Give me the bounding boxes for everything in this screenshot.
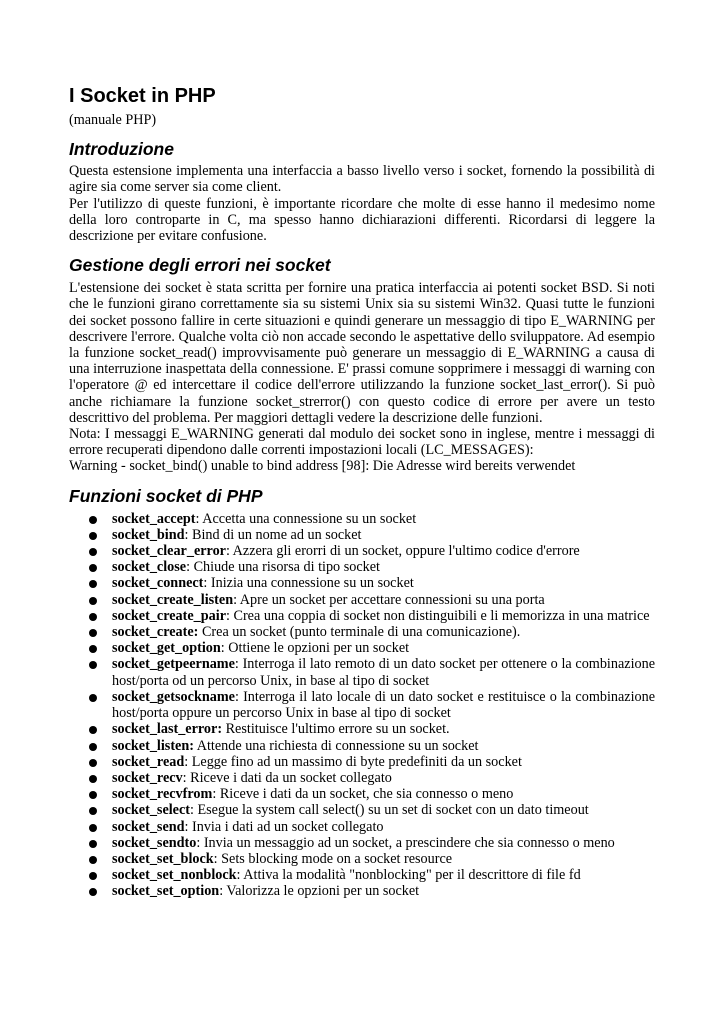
function-name: socket_bind	[112, 526, 185, 543]
bullet-icon	[89, 645, 97, 653]
function-list-item	[69, 754, 655, 770]
function-list-item	[69, 770, 655, 786]
function-description: : Legge fino ad un massimo di byte predefiniti da un socket	[184, 753, 522, 770]
bullet-icon	[89, 759, 97, 767]
paragraph: Questa estensione implementa una interfaccia a basso livello verso i socket, fornendo la possibilità di agire sia come server sia come client.	[69, 163, 655, 196]
function-list-item	[69, 835, 655, 851]
function-description: Restituisce l'ultimo errore su un socket.	[222, 721, 450, 738]
bullet-icon	[89, 856, 97, 864]
function-list-item	[69, 527, 655, 543]
function-name: socket_set_nonblock	[112, 867, 237, 884]
function-list-item	[69, 559, 655, 575]
function-name: socket_set_option	[112, 883, 220, 900]
document-title: I Socket in PHP	[69, 85, 216, 107]
function-name: socket_read	[112, 753, 185, 770]
function-description: Crea un socket (punto terminale di una comunicazione).	[198, 624, 521, 641]
function-description: : Riceve i dati da un socket collegato	[182, 769, 392, 786]
bullet-icon	[89, 613, 97, 621]
bullet-icon	[89, 532, 97, 540]
function-list-item	[69, 802, 655, 818]
heading-gestione-errori: Gestione degli errori nei socket	[69, 255, 331, 276]
bullet-icon	[89, 580, 97, 588]
function-list-item	[69, 883, 655, 899]
function-name: socket_listen:	[112, 737, 194, 754]
heading-funzioni-socket: Funzioni socket di PHP	[69, 485, 263, 506]
function-description: Attende una richiesta di connessione su un socket	[193, 737, 479, 754]
bullet-icon	[89, 791, 97, 799]
function-description: : Interroga il lato locale di un dato socket e restituisce o la combinazione host/porta oppure un percorso Unix in base al tipo di socket	[112, 688, 655, 722]
function-list-item	[69, 738, 655, 754]
function-name: socket_sendto	[112, 834, 197, 851]
function-description: : Interroga il lato remoto di un dato socket per ottenere o la combinazione host/porta od un percorso Unix, in base al tipo di socket	[112, 656, 655, 689]
note-paragraph: Nota: I messaggi E_WARNING generati dal modulo dei socket sono in inglese, mentre i messaggi di errore recuperati dipendono dalle correnti impostazioni locali (LC_MESSAGES):	[69, 426, 655, 459]
document-subtitle: (manuale PHP)	[69, 112, 157, 128]
bullet-icon	[89, 548, 97, 556]
function-description: : Accetta una connessione su un socket	[195, 510, 417, 527]
function-description: : Sets blocking mode on a socket resource	[213, 850, 453, 867]
function-description: : Riceve i dati da un socket, che sia connesso o meno	[212, 786, 514, 803]
function-description: : Valorizza le opzioni per un socket	[219, 883, 420, 900]
function-list-item	[69, 543, 655, 559]
function-name: socket_clear_error	[112, 543, 226, 560]
bullet-icon	[89, 824, 97, 832]
function-name: socket_getsockname	[112, 688, 235, 705]
paragraph: L'estensione dei socket è stata scritta per fornire una pratica interfaccia ai potenti socket BSD. Si noti che le funzioni girano correttamente sia su sistemi Unix sia su sistemi Win32. Quasi tutte le funzioni dei socket possono fallire in certe situazioni e quindi generare un messaggio di tipo E_WARNING per descrivere l'errore. Qualche volta ciò non accade secondo le aspettative dello sviluppatore. Ad esempio la funzione socket_read() improvvisamente può generare un messaggio di E_WARNING a causa di una interruzione inaspettata della connessione. E' prassi comune sopprimere i messaggi di warning con l'operatore @ ed intercettare il codice dell'errore utilizzando la funzione socket_last_error(). Si può anche richiamare la funzione socket_strerror() con questo codice di errore per avere un testo descrittivo del problema. Per maggiori dettagli vedere la descrizione delle funzioni.	[69, 280, 655, 426]
function-description: : Attiva la modalità "nonblocking" per il descrittore di file fd	[236, 867, 581, 884]
function-name: socket_set_block	[112, 850, 214, 867]
function-list	[69, 511, 655, 900]
function-name: socket_close	[112, 559, 187, 576]
function-list-item	[69, 640, 655, 656]
bullet-icon	[89, 564, 97, 572]
function-name: socket_create:	[112, 624, 199, 641]
function-description: : Ottiene le opzioni per un socket	[220, 640, 410, 657]
function-name: socket_recv	[112, 769, 183, 786]
function-list-item	[69, 608, 655, 624]
function-list-item	[69, 819, 655, 835]
bullet-icon	[89, 694, 97, 702]
function-list-item	[69, 721, 655, 737]
bullet-icon	[89, 661, 97, 669]
function-description: : Azzera gli erorri di un socket, oppure l'ultimo codice d'errore	[225, 543, 580, 560]
function-name: socket_getpeername	[112, 656, 235, 673]
function-list-item	[69, 511, 655, 527]
function-description: : Crea una coppia di socket non distinguibili e li memorizza in una matrice	[226, 607, 650, 624]
bullet-icon	[89, 775, 97, 783]
bullet-icon	[89, 629, 97, 637]
function-name: socket_select	[112, 802, 190, 819]
function-description: : Esegue la system call select() su un set di socket con un dato timeout	[190, 802, 589, 819]
bullet-icon	[89, 872, 97, 880]
function-description: : Invia un messaggio ad un socket, a prescindere che sia connesso o meno	[196, 834, 615, 851]
function-name: socket_create_listen	[112, 591, 234, 608]
bullet-icon	[89, 516, 97, 524]
document-page	[69, 80, 655, 900]
section-introduzione	[69, 163, 655, 244]
bullet-icon	[89, 888, 97, 896]
section-gestione-errori	[69, 280, 655, 474]
function-list-item	[69, 851, 655, 867]
function-list-item	[69, 867, 655, 883]
function-name: socket_send	[112, 818, 185, 835]
function-description: : Inizia una connessione su un socket	[203, 575, 414, 592]
function-name: socket_recvfrom	[112, 786, 213, 803]
function-description: : Apre un socket per accettare connessioni su una porta	[233, 591, 545, 608]
heading-introduzione: Introduzione	[69, 139, 174, 160]
function-list-item	[69, 689, 655, 721]
bullet-icon	[89, 743, 97, 751]
function-description: : Chiude una risorsa di tipo socket	[186, 559, 380, 576]
bullet-icon	[89, 597, 97, 605]
function-list-item	[69, 656, 655, 688]
function-name: socket_get_option	[112, 640, 221, 657]
function-list-item	[69, 624, 655, 640]
bullet-icon	[89, 726, 97, 734]
function-description: : Bind di un nome ad un socket	[184, 526, 362, 543]
warning-example: Warning - socket_bind() unable to bind address [98]: Die Adresse wird bereits verwendet	[69, 458, 576, 475]
bullet-icon	[89, 840, 97, 848]
function-name: socket_connect	[112, 575, 204, 592]
function-description: : Invia i dati ad un socket collegato	[184, 818, 384, 835]
bullet-icon	[89, 807, 97, 815]
paragraph: Per l'utilizzo di queste funzioni, è importante ricordare che molte di esse hanno il medesimo nome della loro controparte in C, ma spesso hanno dichiarazioni differenti. Ricordarsi di leggere la descrizione per evitare confusione.	[69, 195, 655, 245]
function-name: socket_create_pair	[112, 607, 226, 624]
function-list-item	[69, 575, 655, 591]
function-list-item	[69, 592, 655, 608]
function-name: socket_last_error:	[112, 721, 223, 738]
function-name: socket_accept	[112, 510, 196, 527]
function-list-item	[69, 786, 655, 802]
